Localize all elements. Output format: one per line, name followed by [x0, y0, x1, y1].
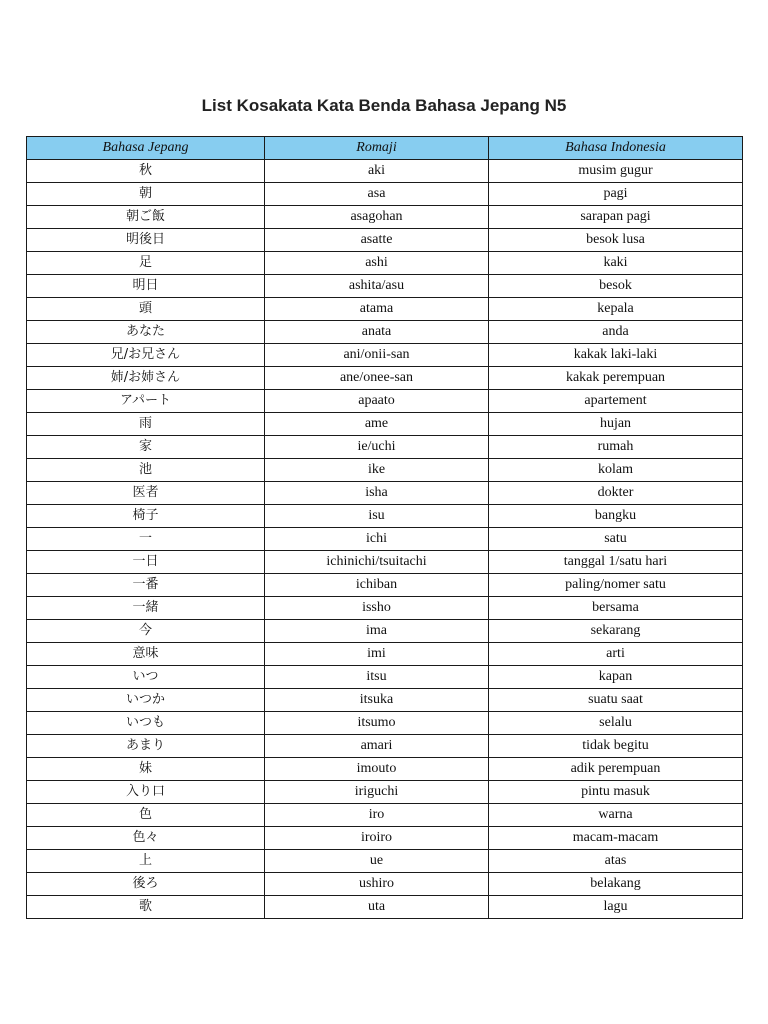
cell-romaji: apaato	[265, 390, 489, 413]
table-row	[27, 229, 743, 252]
cell-indonesian: bersama	[489, 597, 743, 620]
cell-romaji: ike	[265, 459, 489, 482]
table-row	[27, 804, 743, 827]
cell-romaji: asagohan	[265, 206, 489, 229]
cell-romaji: ie/uchi	[265, 436, 489, 459]
table-row	[27, 850, 743, 873]
cell-romaji: anata	[265, 321, 489, 344]
table-row	[27, 321, 743, 344]
table-row	[27, 160, 743, 183]
cell-romaji: asa	[265, 183, 489, 206]
cell-indonesian: besok lusa	[489, 229, 743, 252]
table-row	[27, 758, 743, 781]
cell-japanese: 秋	[27, 160, 265, 183]
cell-indonesian: kaki	[489, 252, 743, 275]
cell-japanese: あなた	[27, 321, 265, 344]
table-row	[27, 896, 743, 919]
cell-romaji: ani/onii-san	[265, 344, 489, 367]
cell-japanese: 妹	[27, 758, 265, 781]
table-row	[27, 597, 743, 620]
cell-japanese: 意味	[27, 643, 265, 666]
cell-romaji: itsuka	[265, 689, 489, 712]
cell-japanese: 歌	[27, 896, 265, 919]
cell-japanese: 頭	[27, 298, 265, 321]
cell-japanese: 明日	[27, 275, 265, 298]
header-bahasa-jepang: Bahasa Jepang	[27, 137, 265, 160]
vocabulary-table	[26, 136, 743, 919]
cell-romaji: iro	[265, 804, 489, 827]
cell-indonesian: anda	[489, 321, 743, 344]
table-row	[27, 528, 743, 551]
cell-romaji: ame	[265, 413, 489, 436]
cell-romaji: isha	[265, 482, 489, 505]
cell-romaji: itsu	[265, 666, 489, 689]
cell-indonesian: apartement	[489, 390, 743, 413]
table-row	[27, 252, 743, 275]
table-row	[27, 574, 743, 597]
table-row	[27, 183, 743, 206]
cell-indonesian: tidak begitu	[489, 735, 743, 758]
cell-indonesian: kapan	[489, 666, 743, 689]
cell-japanese: 姉/お姉さん	[27, 367, 265, 390]
cell-japanese: 一緒	[27, 597, 265, 620]
cell-japanese: 一日	[27, 551, 265, 574]
cell-romaji: ima	[265, 620, 489, 643]
table-header-row	[27, 137, 743, 160]
table-row	[27, 689, 743, 712]
cell-romaji: aki	[265, 160, 489, 183]
cell-indonesian: pagi	[489, 183, 743, 206]
cell-romaji: ichiban	[265, 574, 489, 597]
header-romaji: Romaji	[265, 137, 489, 160]
table-row	[27, 390, 743, 413]
cell-indonesian: satu	[489, 528, 743, 551]
table-row	[27, 712, 743, 735]
table-row	[27, 551, 743, 574]
cell-romaji: asatte	[265, 229, 489, 252]
cell-indonesian: macam-macam	[489, 827, 743, 850]
cell-indonesian: besok	[489, 275, 743, 298]
cell-japanese: 色々	[27, 827, 265, 850]
cell-japanese: 椅子	[27, 505, 265, 528]
table-body	[27, 160, 743, 919]
cell-japanese: 医者	[27, 482, 265, 505]
table-row	[27, 781, 743, 804]
cell-japanese: 足	[27, 252, 265, 275]
cell-indonesian: pintu masuk	[489, 781, 743, 804]
cell-indonesian: belakang	[489, 873, 743, 896]
table-row	[27, 459, 743, 482]
cell-japanese: 後ろ	[27, 873, 265, 896]
cell-indonesian: rumah	[489, 436, 743, 459]
cell-indonesian: suatu saat	[489, 689, 743, 712]
cell-indonesian: atas	[489, 850, 743, 873]
cell-indonesian: paling/nomer satu	[489, 574, 743, 597]
cell-romaji: imi	[265, 643, 489, 666]
header-bahasa-indonesia: Bahasa Indonesia	[489, 137, 743, 160]
cell-japanese: 色	[27, 804, 265, 827]
table-row	[27, 735, 743, 758]
table-row	[27, 482, 743, 505]
cell-japanese: 一	[27, 528, 265, 551]
table-row	[27, 344, 743, 367]
cell-indonesian: kakak perempuan	[489, 367, 743, 390]
cell-romaji: isu	[265, 505, 489, 528]
cell-romaji: itsumo	[265, 712, 489, 735]
table-row	[27, 827, 743, 850]
cell-japanese: あまり	[27, 735, 265, 758]
cell-japanese: アパート	[27, 390, 265, 413]
cell-japanese: いつか	[27, 689, 265, 712]
table-row	[27, 413, 743, 436]
cell-romaji: uta	[265, 896, 489, 919]
cell-romaji: ashita/asu	[265, 275, 489, 298]
table-row	[27, 643, 743, 666]
cell-romaji: ichi	[265, 528, 489, 551]
cell-indonesian: tanggal 1/satu hari	[489, 551, 743, 574]
cell-romaji: iroiro	[265, 827, 489, 850]
cell-indonesian: kepala	[489, 298, 743, 321]
cell-indonesian: sekarang	[489, 620, 743, 643]
cell-japanese: 明後日	[27, 229, 265, 252]
cell-romaji: ushiro	[265, 873, 489, 896]
cell-indonesian: hujan	[489, 413, 743, 436]
table-row	[27, 873, 743, 896]
cell-indonesian: dokter	[489, 482, 743, 505]
cell-japanese: 今	[27, 620, 265, 643]
cell-japanese: 家	[27, 436, 265, 459]
cell-romaji: ue	[265, 850, 489, 873]
cell-japanese: 上	[27, 850, 265, 873]
cell-japanese: 一番	[27, 574, 265, 597]
table-row	[27, 367, 743, 390]
cell-romaji: ane/onee-san	[265, 367, 489, 390]
cell-japanese: 朝ご飯	[27, 206, 265, 229]
cell-indonesian: warna	[489, 804, 743, 827]
cell-indonesian: sarapan pagi	[489, 206, 743, 229]
cell-indonesian: arti	[489, 643, 743, 666]
cell-indonesian: selalu	[489, 712, 743, 735]
cell-japanese: 入り口	[27, 781, 265, 804]
cell-romaji: issho	[265, 597, 489, 620]
table-row	[27, 436, 743, 459]
page-title: List Kosakata Kata Benda Bahasa Jepang N5	[201, 96, 567, 115]
cell-japanese: 雨	[27, 413, 265, 436]
cell-romaji: iriguchi	[265, 781, 489, 804]
cell-indonesian: musim gugur	[489, 160, 743, 183]
table-row	[27, 206, 743, 229]
cell-indonesian: bangku	[489, 505, 743, 528]
table-row	[27, 275, 743, 298]
cell-romaji: imouto	[265, 758, 489, 781]
cell-japanese: いつも	[27, 712, 265, 735]
cell-indonesian: kolam	[489, 459, 743, 482]
cell-japanese: 朝	[27, 183, 265, 206]
cell-japanese: 兄/お兄さん	[27, 344, 265, 367]
table-row	[27, 298, 743, 321]
cell-romaji: amari	[265, 735, 489, 758]
cell-indonesian: lagu	[489, 896, 743, 919]
cell-japanese: いつ	[27, 666, 265, 689]
table-row	[27, 505, 743, 528]
cell-japanese: 池	[27, 459, 265, 482]
cell-romaji: ichinichi/tsuitachi	[265, 551, 489, 574]
cell-indonesian: kakak laki-laki	[489, 344, 743, 367]
cell-romaji: atama	[265, 298, 489, 321]
table-row	[27, 666, 743, 689]
cell-indonesian: adik perempuan	[489, 758, 743, 781]
cell-romaji: ashi	[265, 252, 489, 275]
table-row	[27, 620, 743, 643]
